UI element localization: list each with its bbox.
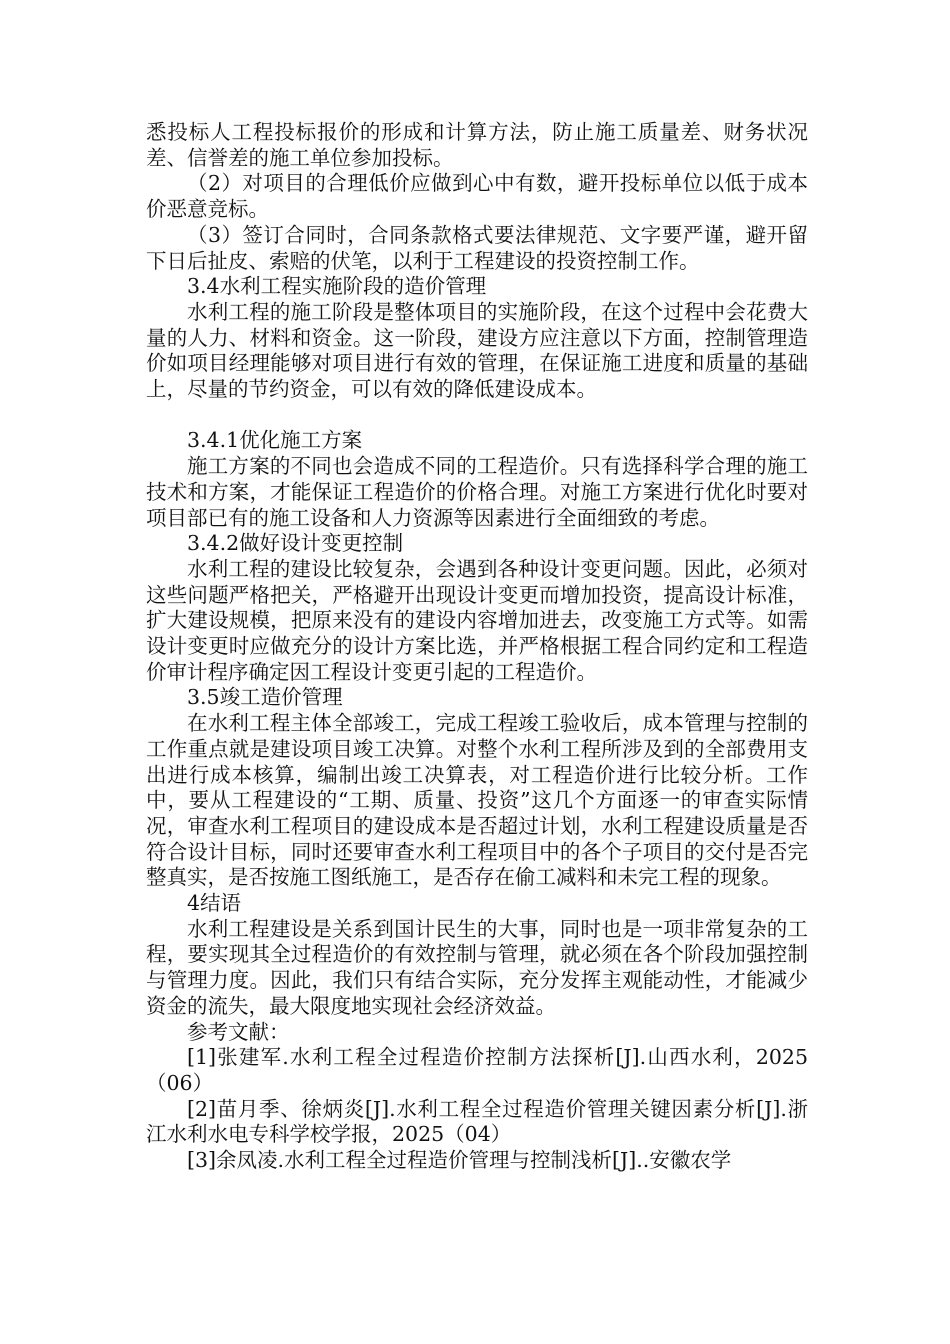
reference-item-2: [2]苗月季、徐炳炎[J].水利工程全过程造价管理关键因素分析[J].浙江水利水电专科学校学报，2025（04）: [146, 1096, 808, 1147]
section-heading-3-5: 3.5竣工造价管理: [187, 685, 343, 710]
reference-item-3: [3]余凤凌.水利工程全过程造价管理与控制浅析[J]..安徽农学: [187, 1148, 732, 1173]
paragraph-conclusion: 水利工程建设是关系到国计民生的大事，同时也是一项非常复杂的工程，要实现其全过程造价的有效控制与管理，就必须在各个阶段加强控制与管理力度。因此，我们只有结合实际，充分发挥主观能动性，才能减少资金的流失，最大限度地实现社会经济效益。: [146, 916, 808, 1018]
section-heading-3-4: 3.4水利工程实施阶段的造价管理: [187, 274, 487, 299]
section-heading-4: 4结语: [187, 891, 242, 916]
paragraph-design-change: 水利工程的建设比较复杂，会遇到各种设计变更问题。因此，必须对这些问题严格把关，严格避开出现设计变更而增加投资，提高设计标准，扩大建设规模，把原来没有的建设内容增加进去，改变施工方式等。如需设计变更时应做充分的设计方案比选，并严格根据工程合同约定和工程造价审计程序确定因工程设计变更引起的工程造价。: [146, 556, 808, 684]
paragraph-bid-evaluation: 悉投标人工程投标报价的形成和计算方法，防止施工质量差、财务状况差、信誉差的施工单位参加投标。: [146, 120, 808, 170]
document-body: [146, 120, 808, 1174]
section-heading-3-4-2: 3.4.2做好设计变更控制: [187, 531, 404, 556]
section-heading-3-4-1: 3.4.1优化施工方案: [187, 428, 363, 453]
paragraph-completion-cost: 在水利工程主体全部竣工，完成工程竣工验收后，成本管理与控制的工作重点就是建设项目竣工决算。对整个水利工程所涉及到的全部费用支出进行成本核算，编制出竣工决算表，对工程造价进行比较分析。工作中，要从工程建设的“工期、质量、投资”这几个方面逐一的审查实际情况，审查水利工程项目的建设成本是否超过计划，水利工程建设质量是否符合设计目标，同时还要审查水利工程项目中的各个子项目的交付是否完整真实，是否按施工图纸施工，是否存在偷工减料和未完工程的现象。: [146, 711, 808, 890]
paragraph-construction-plan: 施工方案的不同也会造成不同的工程造价。只有选择科学合理的施工技术和方案，才能保证工程造价的价格合理。对施工方案进行优化时要对项目部已有的施工设备和人力资源等因素进行全面细致的考虑。: [146, 454, 808, 530]
references-title: 参考文献：: [187, 1019, 290, 1044]
reference-item-1: [1]张建军.水利工程全过程造价控制方法探析[J].山西水利，2025（06）: [146, 1045, 808, 1095]
paragraph-contract: （3）签订合同时，合同条款格式要法律规范、文字要严谨，避开留下日后扯皮、索赔的伏笔，以利于工程建设的投资控制工作。: [146, 222, 808, 273]
blank-line: [146, 403, 808, 429]
paragraph-low-price: （2）对项目的合理低价应做到心中有数，避开投标单位以低于成本价恶意竞标。: [146, 171, 808, 222]
paragraph-construction-stage: 水利工程的施工阶段是整体项目的实施阶段，在这个过程中会花费大量的人力、材料和资金。这一阶段，建设方应注意以下方面，控制管理造价如项目经理能够对项目进行有效的管理，在保证施工进度和质量的基础上，尽量的节约资金，可以有效的降低建设成本。: [146, 299, 808, 402]
